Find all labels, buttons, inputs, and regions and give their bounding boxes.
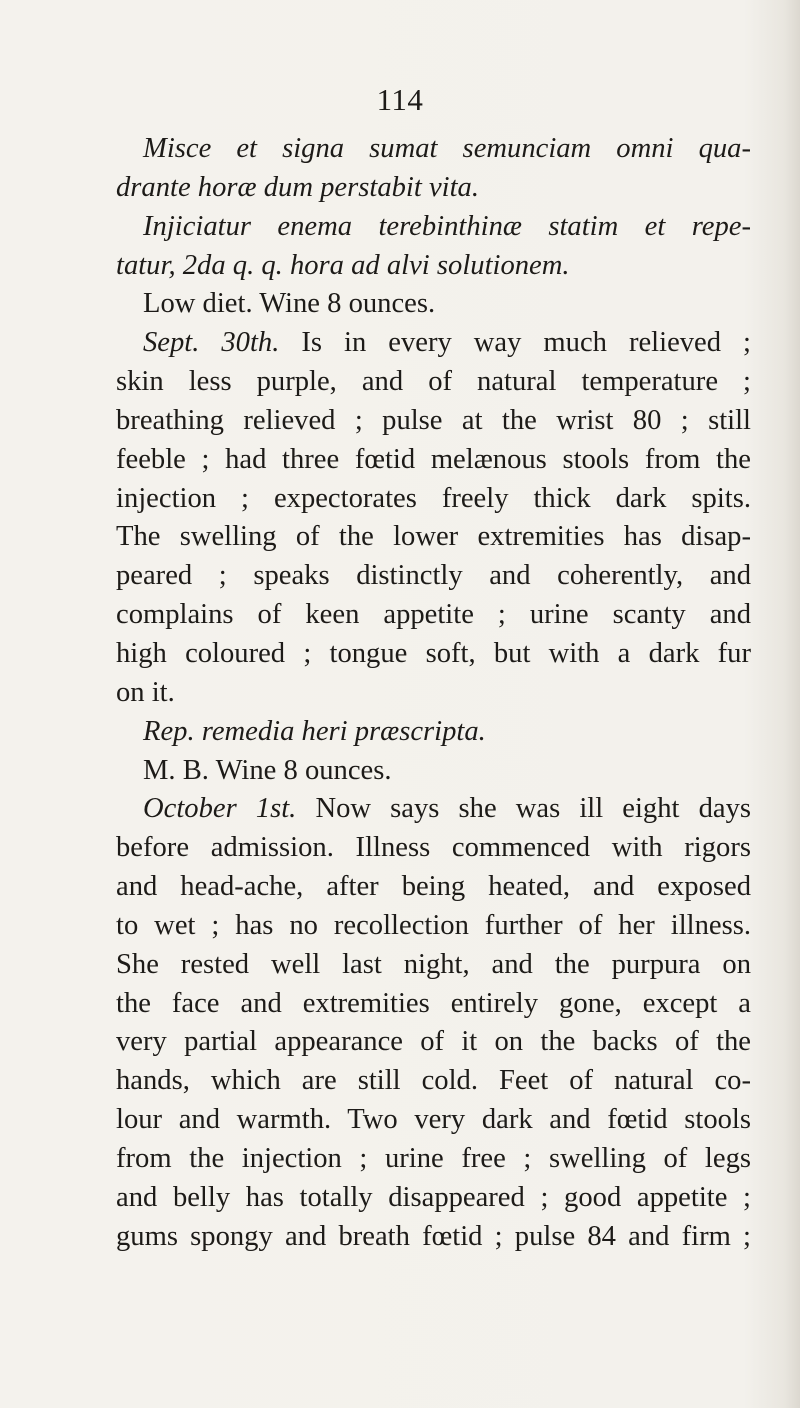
text-line (116, 752, 751, 791)
text-fragment: lour and warmth. Two very dark and fœtid stools (116, 1104, 751, 1136)
text-line (116, 1218, 751, 1257)
text-fragment: peared ; speaks distinctly and coherently, and (116, 560, 751, 592)
text-fragment: She rested well last night, and the purpura on (116, 948, 751, 980)
text-fragment: Low diet. Wine 8 ounces. (143, 288, 436, 320)
text-line (116, 946, 751, 985)
text-line (116, 596, 751, 635)
text-line (116, 1101, 751, 1140)
text-fragment: Injiciatur enema terebinthinæ statim et repe- (143, 210, 751, 242)
text-line (116, 635, 751, 674)
text-line (116, 985, 751, 1024)
text-fragment: and belly has totally disappeared ; good appetite ; (116, 1181, 751, 1213)
text-line (116, 324, 751, 363)
text-fragment: from the injection ; urine free ; swelling of legs (116, 1142, 751, 1174)
text-fragment: injection ; expectorates freely thick dark spits. (116, 482, 751, 514)
text-line (116, 868, 751, 907)
text-line (116, 790, 751, 829)
text-fragment: Sept. 30th. (143, 327, 280, 359)
body-text (116, 130, 751, 1256)
text-line (116, 208, 751, 247)
text-line (116, 1023, 751, 1062)
text-line (116, 247, 751, 286)
text-line (116, 441, 751, 480)
text-fragment: drante horæ dum perstabit vita. (116, 171, 479, 203)
text-line (116, 480, 751, 519)
text-fragment: to wet ; has no recollection further of her illness. (116, 909, 751, 941)
text-fragment: on it. (116, 676, 175, 708)
text-line (116, 713, 751, 752)
text-fragment: the face and extremities entirely gone, except a (116, 987, 751, 1019)
text-line (116, 130, 751, 169)
text-fragment: very partial appearance of it on the backs of the (116, 1026, 751, 1058)
page-number: 114 (376, 82, 424, 117)
text-fragment: high coloured ; tongue soft, but with a dark fur (116, 637, 751, 669)
text-fragment: skin less purple, and of natural temperature ; (116, 366, 751, 398)
text-fragment: Misce et signa sumat semunciam omni qua- (143, 133, 751, 164)
text-fragment: before admission. Illness commenced with rigors (116, 832, 751, 864)
text-line (116, 169, 751, 208)
text-line (116, 402, 751, 441)
text-line (116, 363, 751, 402)
text-line (116, 557, 751, 596)
text-line (116, 674, 751, 713)
text-fragment: breathing relieved ; pulse at the wrist 80 ; still (116, 404, 751, 436)
text-fragment: Rep. remedia heri præscripta. (143, 715, 486, 747)
text-line (116, 829, 751, 868)
text-fragment: October 1st. (143, 793, 297, 825)
text-fragment: complains of keen appetite ; urine scanty and (116, 599, 751, 631)
text-line (116, 1140, 751, 1179)
text-fragment: Now says she was ill eight days (296, 793, 751, 825)
text-line (116, 907, 751, 946)
text-fragment: tatur, 2da q. q. hora ad alvi solutionem. (116, 249, 570, 281)
text-line (116, 1062, 751, 1101)
text-fragment: M. B. Wine 8 ounces. (143, 754, 392, 786)
text-fragment: and head-ache, after being heated, and exposed (116, 871, 751, 903)
text-line (116, 1179, 751, 1218)
text-line (116, 285, 751, 324)
text-fragment: Is in every way much relieved ; (279, 327, 751, 359)
text-fragment: feeble ; had three fœtid melænous stools from the (116, 443, 751, 475)
text-fragment: hands, which are still cold. Feet of natural co- (116, 1065, 751, 1097)
text-fragment: gums spongy and breath fœtid ; pulse 84 and firm ; (116, 1220, 751, 1252)
text-fragment: The swelling of the lower extremities has disap- (116, 521, 751, 553)
text-line (116, 518, 751, 557)
